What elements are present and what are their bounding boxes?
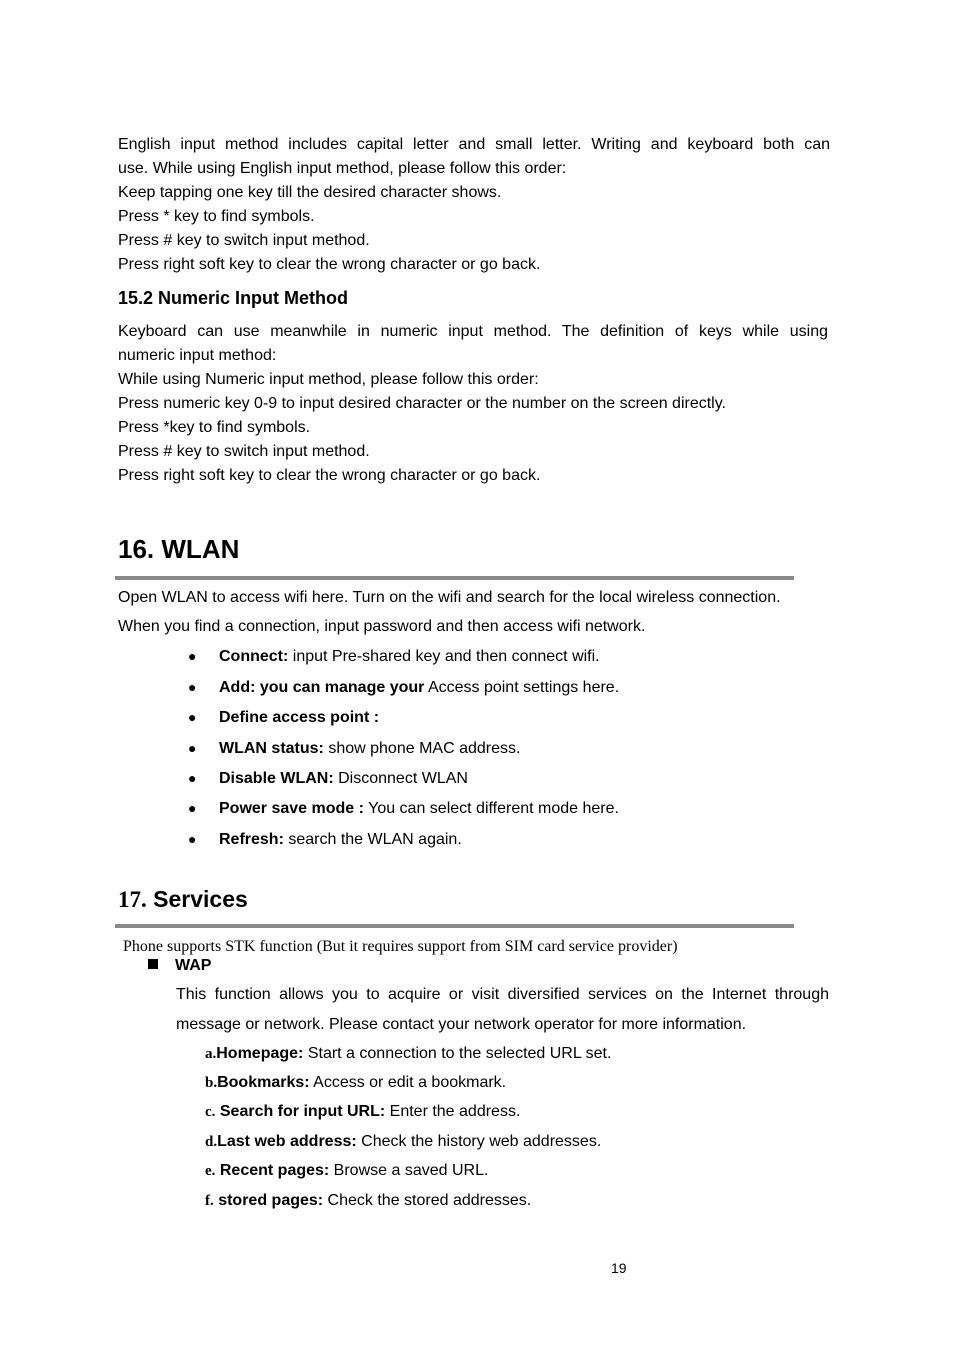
numeric-line-3: While using Numeric input method, please follow this order:: [118, 371, 539, 388]
services-heading-rule: [115, 924, 794, 928]
wlan-paragraph-1: Open WLAN to access wifi here. Turn on the wifi and search for the local wireless connection.: [118, 589, 781, 606]
services-note: Phone supports STK function (But it requires support from SIM card service provider): [123, 938, 678, 955]
wlan-item-power-save: ● Power save mode : You can select different mode here.: [188, 796, 619, 821]
wlan-item-disable: ● Disable WLAN: Disconnect WLAN: [188, 766, 468, 791]
wlan-item-status: ● WLAN status: show phone MAC address.: [188, 736, 520, 761]
wap-item-homepage: a.Homepage: Start a connection to the selected URL set.: [205, 1045, 612, 1062]
wlan-heading-number: 16.: [118, 534, 155, 564]
intro-step-3: Press # key to switch input method.: [118, 232, 370, 249]
wap-item-search-url: c. Search for input URL: Enter the address.: [205, 1103, 521, 1120]
square-bullet-icon: [148, 959, 158, 969]
services-heading-number: 17.: [118, 887, 147, 912]
numeric-heading: 15.2 Numeric Input Method: [118, 288, 349, 308]
numeric-step-1: Press numeric key 0-9 to input desired character or the number on the screen directly.: [118, 395, 726, 412]
numeric-line-1: Keyboard can use meanwhile in numeric input method. The definition of keys while using: [118, 323, 828, 340]
wap-description: [176, 980, 829, 1040]
bullet-icon: ●: [188, 709, 197, 725]
bullet-icon: ●: [188, 770, 197, 786]
intro-step-4: Press right soft key to clear the wrong character or go back.: [118, 256, 541, 273]
services-heading: [118, 884, 248, 915]
bullet-icon: ●: [188, 831, 197, 847]
wlan-item-add: ● Add: you can manage your Access point settings here.: [188, 675, 619, 700]
wlan-paragraph-2: When you find a connection, input password and then access wifi network.: [118, 618, 646, 635]
intro-line-2: use. While using English input method, please follow this order:: [118, 160, 567, 177]
wap-item-stored-pages: f. stored pages: Check the stored addresses.: [205, 1192, 532, 1209]
services-heading-text: Services: [153, 886, 248, 912]
wap-item-last-web-address: d.Last web address: Check the history web addresses.: [205, 1133, 602, 1150]
bullet-icon: ●: [188, 800, 197, 816]
wlan-item-refresh: ● Refresh: search the WLAN again.: [188, 827, 462, 852]
bullet-icon: ●: [188, 740, 197, 756]
wap-line-2: message or network. Please contact your network operator for more information.: [176, 1016, 747, 1033]
wap-line-1: This function allows you to acquire or visit diversified services on the Internet through: [176, 986, 829, 1003]
wap-item-bookmarks: b.Bookmarks: Access or edit a bookmark.: [205, 1074, 507, 1091]
wlan-heading-rule: [115, 576, 794, 580]
wap-label: WAP: [148, 955, 211, 977]
wlan-heading: [118, 534, 239, 564]
wlan-heading-text: WLAN: [161, 534, 240, 564]
intro-step-2: Press * key to find symbols.: [118, 208, 315, 225]
wlan-item-define-access-point: ● Define access point :: [188, 705, 379, 730]
numeric-step-3: Press # key to switch input method.: [118, 443, 370, 460]
bullet-icon: ●: [188, 679, 197, 695]
intro-step-1: Keep tapping one key till the desired character shows.: [118, 184, 502, 201]
numeric-step-2: Press *key to find symbols.: [118, 419, 311, 436]
intro-line-1: English input method includes capital letter and small letter. Writing and keyboard both can: [118, 136, 830, 153]
bullet-icon: ●: [188, 648, 197, 664]
numeric-line-2: numeric input method:: [118, 347, 277, 364]
numeric-step-4: Press right soft key to clear the wrong character or go back.: [118, 467, 541, 484]
wlan-item-connect: ● Connect: input Pre-shared key and then connect wifi.: [188, 644, 600, 669]
page-number: 19: [611, 1260, 627, 1276]
wap-item-recent-pages: e. Recent pages: Browse a saved URL.: [205, 1162, 489, 1179]
